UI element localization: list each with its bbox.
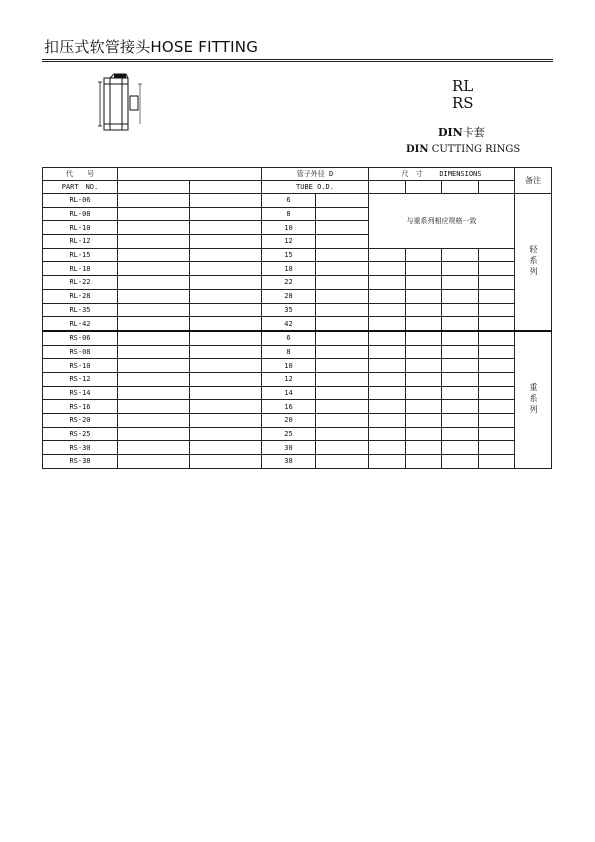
table-cell	[118, 248, 190, 262]
table-cell	[316, 441, 369, 455]
header-dims-en: DIMENSIONS	[439, 170, 482, 178]
header-blank	[118, 181, 190, 194]
part-number: RS-30	[43, 441, 118, 455]
table-cell	[190, 359, 262, 373]
part-number: RL-28	[43, 289, 118, 303]
table-cell	[479, 386, 515, 400]
table-cell	[316, 331, 369, 345]
table-cell	[442, 331, 479, 345]
table-cell	[406, 276, 442, 290]
table-row	[43, 455, 552, 469]
header-blank	[406, 181, 442, 194]
table-cell	[118, 207, 190, 221]
table-cell	[316, 372, 369, 386]
tube-od: 30	[262, 441, 316, 455]
table-row	[43, 359, 552, 373]
table-cell	[118, 455, 190, 469]
part-number: RS-06	[43, 331, 118, 345]
table-cell	[190, 441, 262, 455]
header-rule-thin	[42, 61, 553, 62]
table-cell	[190, 331, 262, 345]
header-dims-cn: 尺 寸	[401, 170, 423, 178]
table-cell	[118, 317, 190, 331]
table-cell	[118, 359, 190, 373]
table-cell	[316, 262, 369, 276]
table-cell	[406, 414, 442, 428]
header-tube-en: TUBE O.D.	[262, 181, 369, 194]
tube-od: 14	[262, 386, 316, 400]
table-cell	[442, 345, 479, 359]
table-cell	[442, 455, 479, 469]
tube-od: 6	[262, 194, 316, 208]
table-row	[43, 194, 552, 208]
table-row	[43, 441, 552, 455]
part-number: RS-20	[43, 414, 118, 428]
table-cell	[118, 331, 190, 345]
tube-od: 10	[262, 221, 316, 235]
cutting-ring-drawing	[96, 72, 152, 134]
product-code-heavy: RS	[452, 94, 474, 112]
table-cell	[369, 331, 406, 345]
table-cell	[316, 345, 369, 359]
product-name-en	[406, 144, 520, 155]
header-blank	[190, 181, 262, 194]
table-cell	[406, 317, 442, 331]
table-cell	[369, 289, 406, 303]
header-remarks: 备注	[515, 168, 552, 194]
table-row	[43, 317, 552, 331]
part-number: RL-35	[43, 303, 118, 317]
table-cell	[118, 221, 190, 235]
table-cell	[479, 427, 515, 441]
table-cell	[316, 455, 369, 469]
table-cell	[190, 262, 262, 276]
tube-od: 25	[262, 427, 316, 441]
part-number: RS-38	[43, 455, 118, 469]
part-number: RL-06	[43, 194, 118, 208]
heavy-series-label: 重系列	[515, 331, 552, 468]
table-row	[43, 345, 552, 359]
tube-od: 6	[262, 331, 316, 345]
table-row	[43, 276, 552, 290]
table-cell	[369, 441, 406, 455]
table-cell	[118, 262, 190, 276]
table-cell	[442, 372, 479, 386]
table-cell	[190, 248, 262, 262]
table-cell	[479, 359, 515, 373]
table-row	[43, 303, 552, 317]
table-cell	[442, 289, 479, 303]
table-cell	[190, 194, 262, 208]
table-cell	[118, 194, 190, 208]
table-cell	[406, 400, 442, 414]
table-cell	[190, 317, 262, 331]
tube-od: 38	[262, 455, 316, 469]
header-blank	[118, 168, 262, 181]
table-cell	[190, 221, 262, 235]
table-cell	[442, 317, 479, 331]
table-cell	[406, 455, 442, 469]
table-cell	[479, 248, 515, 262]
table-cell	[118, 289, 190, 303]
table-cell	[406, 386, 442, 400]
table-cell	[442, 303, 479, 317]
table-cell	[406, 262, 442, 276]
table-cell	[190, 303, 262, 317]
table-cell	[369, 455, 406, 469]
part-number: RS-16	[43, 400, 118, 414]
table-cell	[316, 400, 369, 414]
table-row	[43, 386, 552, 400]
part-number: RL-42	[43, 317, 118, 331]
product-code-light: RL	[452, 77, 474, 95]
table-cell	[118, 276, 190, 290]
table-cell	[442, 441, 479, 455]
table-cell	[190, 386, 262, 400]
product-name-cn-prefix: DIN	[438, 126, 463, 139]
table-cell	[479, 400, 515, 414]
part-number: RS-12	[43, 372, 118, 386]
table-cell	[118, 235, 190, 249]
table-cell	[442, 386, 479, 400]
table-row	[43, 372, 552, 386]
table-cell	[190, 427, 262, 441]
table-cell	[316, 427, 369, 441]
table-cell	[316, 248, 369, 262]
table-cell	[190, 289, 262, 303]
table-cell	[316, 207, 369, 221]
table-cell	[406, 248, 442, 262]
part-number: RS-14	[43, 386, 118, 400]
product-name-cn	[438, 124, 485, 140]
part-number: RS-08	[43, 345, 118, 359]
table-cell	[479, 331, 515, 345]
table-cell	[190, 276, 262, 290]
table-cell	[406, 427, 442, 441]
part-number: RS-25	[43, 427, 118, 441]
table-cell	[316, 414, 369, 428]
table-cell	[406, 331, 442, 345]
table-cell	[118, 372, 190, 386]
table-cell	[406, 303, 442, 317]
header-rule	[42, 59, 553, 60]
table-cell	[190, 400, 262, 414]
table-row	[43, 289, 552, 303]
table-cell	[479, 345, 515, 359]
table-cell	[369, 427, 406, 441]
light-merge-note: 与重系列相应规格一致	[369, 194, 515, 249]
product-name-en-text: CUTTING RINGS	[431, 144, 521, 155]
table-cell	[479, 289, 515, 303]
tube-od: 10	[262, 359, 316, 373]
table-cell	[316, 359, 369, 373]
table-cell	[369, 400, 406, 414]
table-cell	[316, 289, 369, 303]
tube-od: 16	[262, 400, 316, 414]
table-row	[43, 400, 552, 414]
tube-od: 35	[262, 303, 316, 317]
header-tube-cn: 管子外径 D	[262, 168, 369, 181]
table-cell	[369, 317, 406, 331]
table-cell	[316, 303, 369, 317]
table-cell	[442, 427, 479, 441]
table-cell	[442, 276, 479, 290]
tube-od: 12	[262, 372, 316, 386]
header-blank	[479, 181, 515, 194]
table-cell	[316, 221, 369, 235]
tube-od: 28	[262, 289, 316, 303]
part-number: RL-18	[43, 262, 118, 276]
table-cell	[442, 400, 479, 414]
table-cell	[190, 207, 262, 221]
tube-od: 22	[262, 276, 316, 290]
table-cell	[316, 386, 369, 400]
header-dims	[369, 168, 515, 181]
part-number: RL-12	[43, 235, 118, 249]
tube-od: 42	[262, 317, 316, 331]
spec-table	[42, 167, 552, 469]
table-cell	[118, 345, 190, 359]
table-cell	[369, 262, 406, 276]
table-cell	[479, 455, 515, 469]
table-cell	[369, 359, 406, 373]
table-cell	[406, 289, 442, 303]
table-cell	[316, 317, 369, 331]
header-part-en: PART NO.	[43, 181, 118, 194]
table-cell	[369, 386, 406, 400]
table-cell	[190, 414, 262, 428]
table-cell	[369, 414, 406, 428]
part-number: RL-08	[43, 207, 118, 221]
part-number: RL-22	[43, 276, 118, 290]
table-cell	[118, 427, 190, 441]
tube-od: 20	[262, 414, 316, 428]
table-cell	[190, 345, 262, 359]
header-blank	[442, 181, 479, 194]
table-cell	[316, 276, 369, 290]
tube-od: 12	[262, 235, 316, 249]
table-cell	[369, 345, 406, 359]
part-number: RS-10	[43, 359, 118, 373]
table-row	[43, 427, 552, 441]
table-cell	[190, 372, 262, 386]
table-cell	[479, 276, 515, 290]
light-series-label: 轻系列	[515, 194, 552, 331]
table-cell	[442, 414, 479, 428]
table-cell	[369, 248, 406, 262]
table-row	[43, 331, 552, 345]
table-cell	[479, 262, 515, 276]
product-name-en-prefix: DIN	[406, 144, 429, 155]
table-cell	[406, 345, 442, 359]
table-cell	[190, 455, 262, 469]
part-number: RL-10	[43, 221, 118, 235]
table-cell	[190, 235, 262, 249]
table-row	[43, 248, 552, 262]
table-row	[43, 262, 552, 276]
table-cell	[442, 359, 479, 373]
table-cell	[316, 235, 369, 249]
table-cell	[479, 441, 515, 455]
part-number: RL-15	[43, 248, 118, 262]
table-cell	[479, 303, 515, 317]
table-row	[43, 414, 552, 428]
table-cell	[118, 441, 190, 455]
header-part-cn: 代 号	[43, 168, 118, 181]
table-cell	[406, 372, 442, 386]
table-cell	[369, 276, 406, 290]
table-cell	[118, 303, 190, 317]
table-cell	[442, 262, 479, 276]
table-cell	[118, 400, 190, 414]
table-cell	[406, 359, 442, 373]
table-cell	[479, 372, 515, 386]
tube-od: 8	[262, 345, 316, 359]
tube-od: 18	[262, 262, 316, 276]
header-blank	[369, 181, 406, 194]
table-cell	[479, 317, 515, 331]
product-name-cn-text: 卡套	[462, 126, 485, 139]
table-cell	[316, 194, 369, 208]
page-title: 扣压式软管接头HOSE FITTING	[44, 38, 259, 56]
table-cell	[369, 372, 406, 386]
table-cell	[442, 248, 479, 262]
tube-od: 8	[262, 207, 316, 221]
table-cell	[406, 441, 442, 455]
table-cell	[118, 386, 190, 400]
table-cell	[369, 303, 406, 317]
tube-od: 15	[262, 248, 316, 262]
table-cell	[479, 414, 515, 428]
table-cell	[118, 414, 190, 428]
